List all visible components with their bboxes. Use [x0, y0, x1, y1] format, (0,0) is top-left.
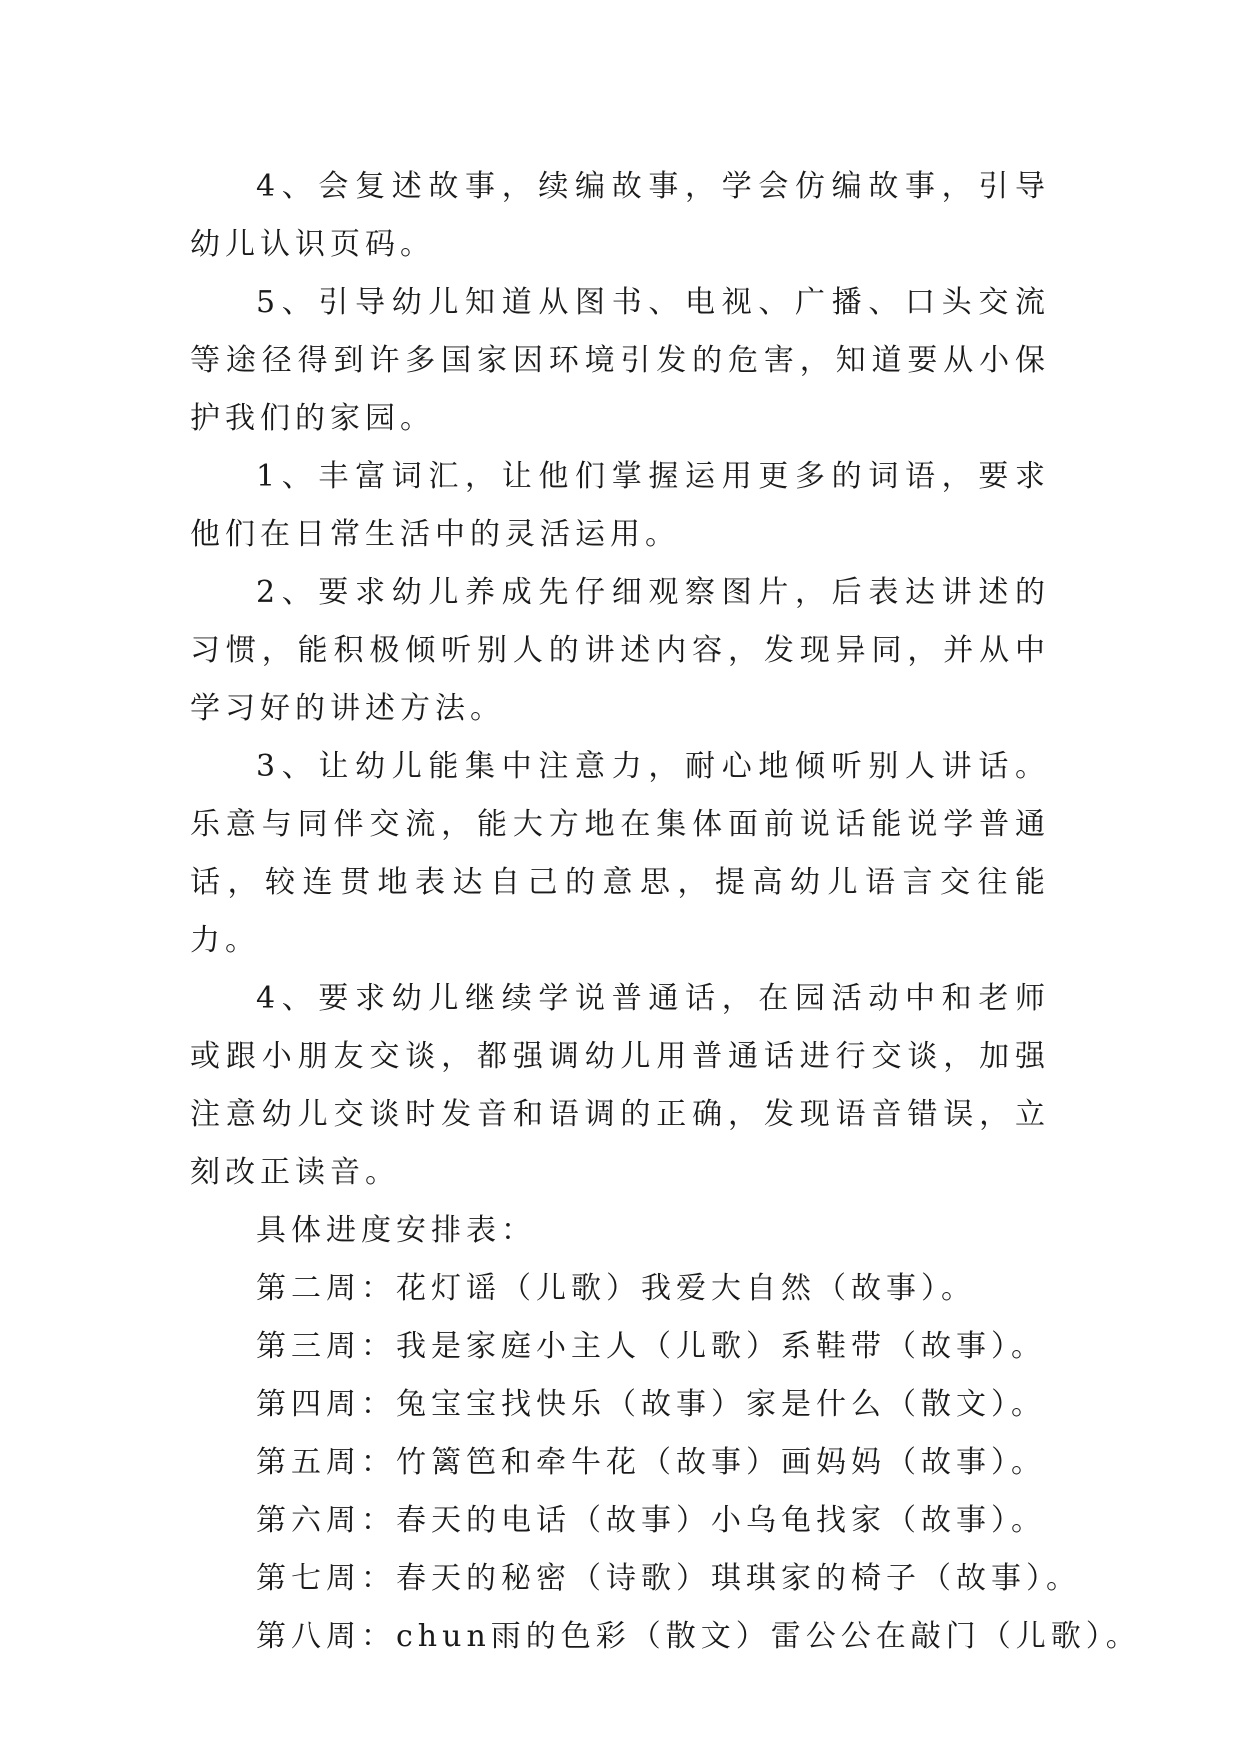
document-body: [190, 158, 1141, 1666]
paragraph-observe-pictures: 2、要求幼儿养成先仔细观察图片，后表达讲述的习惯，能积极倾听别人的讲述内容，发现异同，并从中学习好的讲述方法。: [190, 575, 1050, 726]
schedule-week-5: 第五周：竹篱笆和牵牛花（故事）画妈妈（故事）。: [256, 1445, 1046, 1480]
schedule-heading: 具体进度安排表：: [256, 1213, 536, 1248]
paragraph-vocabulary: 1、丰富词汇，让他们掌握运用更多的词语，要求他们在日常生活中的灵活运用。: [190, 459, 1050, 552]
schedule-week-8: 第八周：chun雨的色彩（散文）雷公公在敲门（儿歌）。: [256, 1619, 1141, 1654]
paragraph-environment-awareness: 5、引导幼儿知道从图书、电视、广播、口头交流等途径得到许多国家因环境引发的危害，知道要从小保护我们的家园。: [190, 285, 1050, 436]
schedule-week-6: 第六周：春天的电话（故事）小乌龟找家（故事）。: [256, 1503, 1046, 1538]
paragraph-retell-stories: 4、会复述故事，续编故事，学会仿编故事，引导幼儿认识页码。: [190, 169, 1050, 262]
paragraph-mandarin: 4、要求幼儿继续学说普通话，在园活动中和老师或跟小朋友交谈，都强调幼儿用普通话进行交谈，加强注意幼儿交谈时发音和语调的正确，发现语音错误，立刻改正读音。: [190, 981, 1050, 1190]
paragraph-attention-listening: 3、让幼儿能集中注意力，耐心地倾听别人讲话。乐意与同伴交流，能大方地在集体面前说话能说学普通话，较连贯地表达自己的意思，提高幼儿语言交往能力。: [190, 749, 1050, 958]
schedule-week-3: 第三周：我是家庭小主人（儿歌）系鞋带（故事）。: [256, 1329, 1046, 1364]
schedule-week-2: 第二周：花灯谣（儿歌）我爱大自然（故事）。: [256, 1271, 976, 1306]
schedule-week-4: 第四周：兔宝宝找快乐（故事）家是什么（散文）。: [256, 1387, 1046, 1422]
schedule-week-7: 第七周：春天的秘密（诗歌）琪琪家的椅子（故事）。: [256, 1561, 1081, 1596]
